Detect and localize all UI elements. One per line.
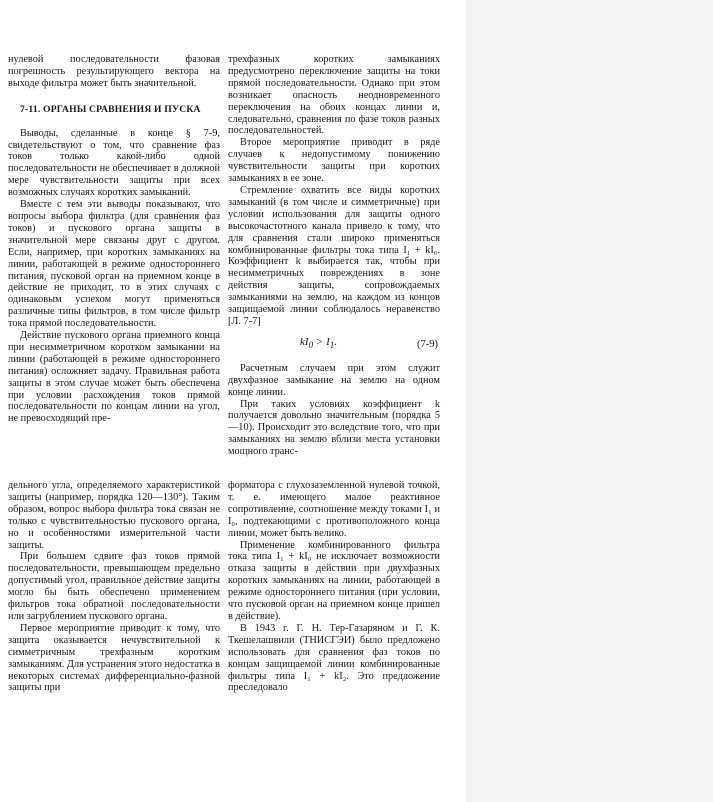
paragraph: При большем сдвиге фаз токов прямой последовательности, превышающем предельно допустимый угол, правильное действие защиты могло бы быть обеспечено применением фильтров тока обратной последовательности или загрублением пускового органа.	[8, 551, 220, 622]
equation-body: $kI_0 > I_1$.	[300, 336, 338, 351]
paragraph: дельного угла, определяемого характеристикой защиты (например, порядка 120—130°). Таким образом, вопрос выбора фильтра тока связан не только с чувствительностью пускового органа, но и особенностями измерительной части защиты.	[8, 480, 220, 551]
section-heading: 7-11. ОРГАНЫ СРАВНЕНИЯ И ПУСКА	[20, 103, 201, 115]
paragraph: Действие пускового органа приемного конца при несимметричном коротком замыкании на линии (работающей в режиме одностороннего питания) осложняет задачу. Правильная работа защиты в этом случае может быть обеспечена при условии расхождения токов прямой последовательности по концам линии на угол, не превосходящий пре-	[8, 330, 220, 425]
paragraph: Вместе с тем эти выводы показывают, что вопросы выбора фильтра (для сравнения фаз токов) и пускового органа защиты в значительной мере связаны друг с другом. Если, например, при коротких замыканиях на линии, работающей в режиме одностороннего питания, пусковой орган на приемном конце в действие не приходит, то в этих случаях с одинаковым успехом могут применяться различные типы фильтров, в том числе фильтр тока прямой последовательности.	[8, 199, 220, 330]
text-column-right	[228, 54, 440, 458]
paragraph: трехфазных коротких замыканиях предусмотрено переключение защиты на токи прямой последовательности. Однако при этом возникает опасность неодновременного переключения на обоих концах линии и, следовательно, сравнения по фазе токов разных последовательностей.	[228, 54, 440, 137]
paragraph: Стремление охватить все виды коротких замыканий (в том числе и симметричные) при условии использования для защиты одного высокочастотного канала привело к тому, что для сравнения стали широко применяться комбинированные фильтры тока типа I₁ + kI₀. Коэффициент k выбирается так, чтобы при несимметричных повреждениях в зоне действия защиты, сопровождаемых замыканиями на землю, на каждом из концов защищаемой линии соблюдалось неравенство [Л. 7-7]	[228, 184, 440, 327]
text-column-right-bottom	[228, 480, 440, 694]
paragraph: Расчетным случаем при этом служит двухфазное замыкание на землю на одном конце линии.	[228, 362, 440, 398]
paragraph: При таких условиях коэффициент k получается довольно значительным (порядка 5—10). Происходит это вследствие того, что при замыканиях на землю вблизи места установки мощного транс-	[228, 398, 440, 458]
paragraph: нулевой последовательности фазовая погрешность результирующего вектора на выходе фильтра может быть значительной.	[8, 54, 220, 89]
text-column-left-bottom	[8, 480, 220, 694]
equation	[228, 337, 440, 353]
paragraph: В 1943 г. Г. Н. Тер-Газаряном и Г. К. Ткешелашвили (ТНИСГЭИ) было предложено использовать для сравнения фаз токов по концам защищаемой линии комбинированные фильтры типа I₁ + kI₂. Это предложение преследовало	[228, 622, 440, 694]
right-gray-margin	[466, 0, 713, 802]
paragraph: Выводы, сделанные в конце § 7-9, свидетельствуют о том, что сравнение фаз токов только какой-либо одной последовательности не обеспечивает в должной мере чувствительности защиты при всех возможных случаях коротких замыканий.	[8, 127, 220, 199]
paragraph: форматора с глухозаземленной нулевой точкой, т. е. имеющего малое реактивное сопротивление, соотношение между токами I₁ и I₀, подтекающими с противоположного конца линии, может быть велико.	[228, 480, 440, 539]
paragraph: Первое мероприятие приводит к тому, что защита оказывается нечувствительной к симметричным трехфазным коротким замыканиям. Для устранения этого недостатка в некоторых системах дифференциально-фазной защиты при	[8, 622, 220, 694]
text-column-left	[8, 54, 220, 425]
paragraph: Второе мероприятие приводит в ряде случаев к недопустимому понижению чувствительности защиты при коротких замыканиях в ее зоне.	[228, 137, 440, 185]
equation-number: (7-9)	[417, 338, 438, 350]
paragraph: Применение комбинированного фильтра тока типа I₁ + kI₀ не исключает возможности отказа защиты в действии при двухфазных коротких замыканиях на линии, работающей в режиме одностороннего питания (при условии, что пусковой орган на приемном конце пришел в действие).	[228, 539, 440, 622]
